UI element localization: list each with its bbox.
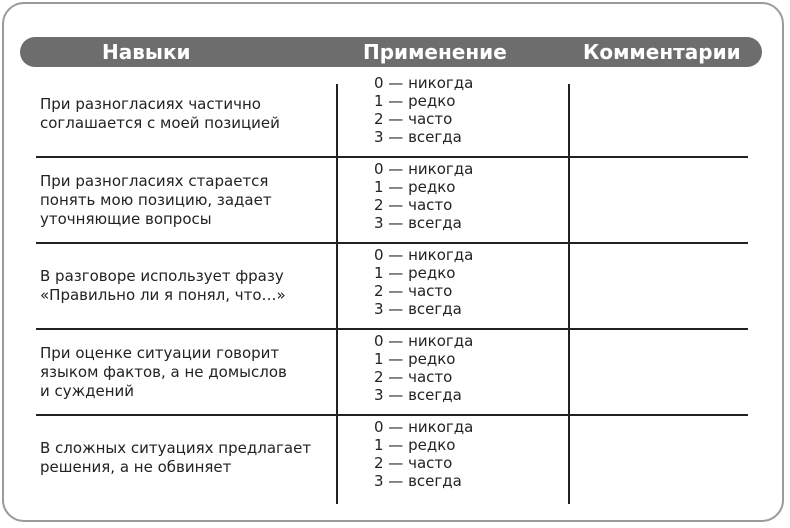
scale-option: 0 — никогда: [374, 160, 474, 178]
table-header: [20, 37, 762, 67]
scale-option: 3 — всегда: [374, 472, 462, 490]
application-scale: [374, 74, 473, 146]
scale-option: 3 — всегда: [374, 300, 462, 318]
scale-option: 1 — редко: [374, 178, 456, 196]
table-row: [36, 158, 748, 244]
application-scale: [374, 418, 473, 490]
table-row: [36, 244, 748, 330]
table-row: [36, 72, 748, 158]
scale-option: 3 — всегда: [374, 386, 462, 404]
scale-option: 3 — всегда: [374, 214, 462, 232]
application-scale: [374, 160, 473, 232]
scale-option: 0 — никогда: [374, 246, 474, 264]
header-skills: Навыки: [102, 40, 191, 64]
skill-text: В разговоре использует фразу «Правильно ли я понял, что…»: [40, 267, 286, 304]
skill-text: При разногласиях частично соглашается с моей позицией: [40, 95, 280, 132]
scale-option: 3 — всегда: [374, 128, 462, 146]
scale-option: 2 — часто: [374, 368, 453, 386]
scale-option: 0 — никогда: [374, 418, 474, 436]
scale-option: 1 — редко: [374, 264, 456, 282]
scale-option: 0 — никогда: [374, 332, 474, 350]
table-row: [36, 416, 748, 502]
skill-text: При оценке ситуации говорит языком фактов, а не домыслов и суждений: [40, 343, 287, 400]
column-divider-application: [336, 84, 338, 504]
scale-option: 2 — часто: [374, 110, 453, 128]
scale-option: 2 — часто: [374, 196, 453, 214]
scale-option: 2 — часто: [374, 282, 453, 300]
scale-option: 2 — часто: [374, 454, 453, 472]
scale-option: 1 — редко: [374, 92, 456, 110]
column-divider-comments: [568, 84, 570, 504]
skill-text: В сложных ситуациях предлагает решения, а не обвиняет: [40, 439, 312, 476]
scale-option: 1 — редко: [374, 350, 456, 368]
header-comments: Комментарии: [583, 40, 741, 64]
skill-text: При разногласиях старается понять мою позицию, задает уточняющие вопросы: [40, 171, 272, 228]
scale-option: 0 — никогда: [374, 74, 474, 92]
application-scale: [374, 332, 473, 404]
scale-option: 1 — редко: [374, 436, 456, 454]
application-scale: [374, 246, 473, 318]
header-application: Применение: [363, 40, 507, 64]
table-row: [36, 330, 748, 416]
